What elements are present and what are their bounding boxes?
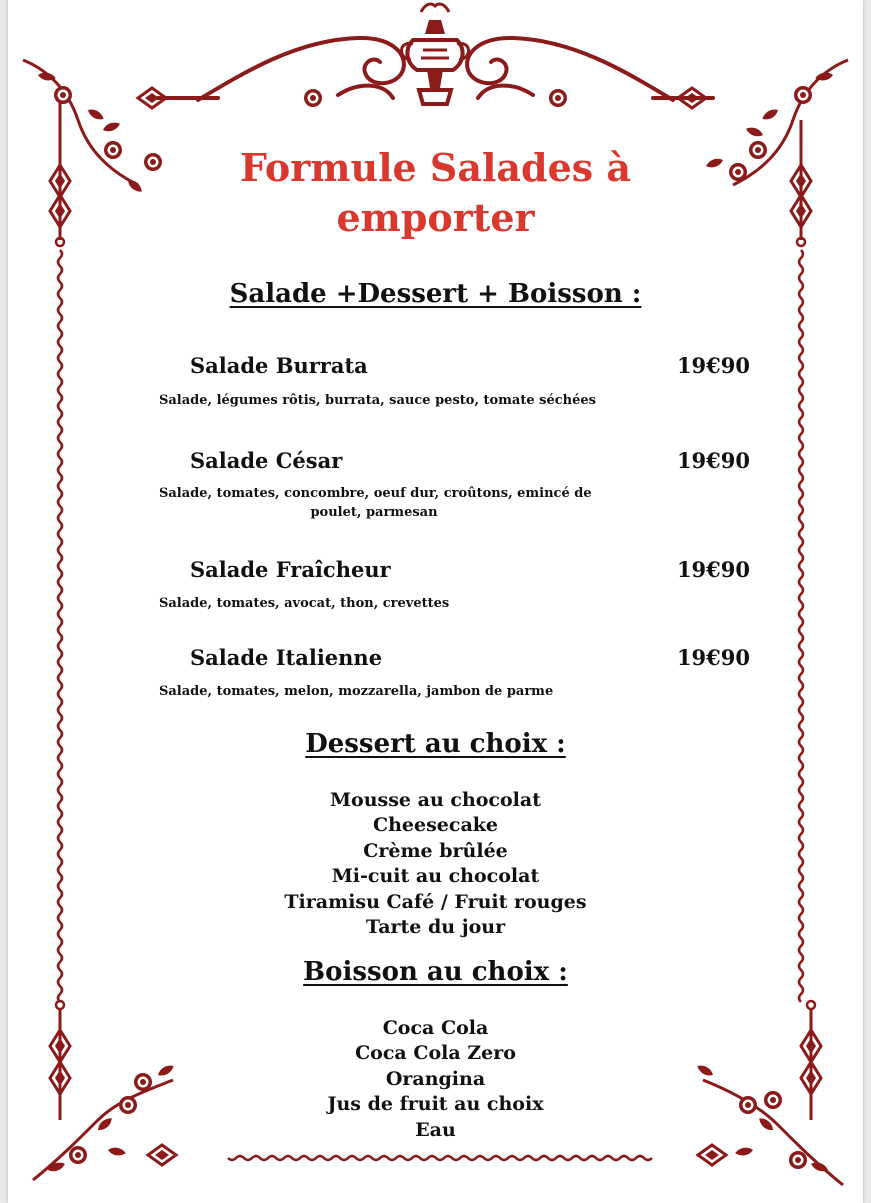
list-item: Jus de fruit au choix: [327, 1093, 544, 1116]
list-item: Tiramisu Café / Fruit rouges: [284, 890, 587, 913]
dessert-list: [8, 788, 863, 940]
salad-description: Salade, légumes rôtis, burrata, sauce pesto, tomate séchées: [159, 393, 596, 408]
formula-heading: Salade +Dessert + Boisson :: [229, 279, 642, 309]
menu-page: [8, 0, 863, 1203]
salad-name: Salade Fraîcheur: [190, 557, 391, 582]
list-item: Eau: [415, 1118, 456, 1141]
salad-price: 19€90: [676, 557, 750, 582]
salad-description: Salade, tomates, avocat, thon, crevettes: [159, 596, 450, 611]
vase-ornament: [401, 4, 468, 104]
list-item: Mi-cuit au chocolat: [331, 865, 540, 888]
menu-title: [8, 143, 863, 243]
salad-name: Salade César: [190, 448, 343, 473]
salad-description: Salade, tomates, melon, mozzarella, jambon de parme: [159, 684, 554, 699]
salad-name: Salade Italienne: [190, 645, 383, 670]
salad-price: 19€90: [676, 448, 750, 473]
rose-ornament-top-right: [549, 89, 567, 107]
menu-title-line-2: emporter: [336, 195, 535, 240]
drinks-heading: Boisson au choix :: [303, 957, 568, 987]
menu-title-line-1: Formule Salades à: [239, 145, 632, 190]
list-item: Mousse au chocolat: [330, 789, 541, 811]
salad-description-line-2: poulet, parmesan: [310, 505, 438, 520]
salad-description-line-1: Salade, tomates, concombre, oeuf dur, croûtons, emincé de: [159, 486, 592, 501]
salad-name: Salade Burrata: [190, 353, 368, 378]
wavy-border-bottom: [228, 1156, 652, 1160]
list-item: Tarte du jour: [365, 916, 506, 939]
rose-ornament-top-left: [304, 89, 322, 107]
list-item: Coca Cola Zero: [355, 1042, 516, 1065]
list-item: Crème brûlée: [363, 839, 508, 862]
salad-price: 19€90: [676, 353, 750, 378]
drinks-list: [8, 1016, 863, 1143]
list-item: Coca Cola: [382, 1017, 489, 1039]
list-item: Orangina: [385, 1067, 486, 1090]
salad-price: 19€90: [676, 645, 750, 670]
list-item: Cheesecake: [372, 814, 499, 837]
dessert-heading: Dessert au choix :: [305, 729, 566, 759]
